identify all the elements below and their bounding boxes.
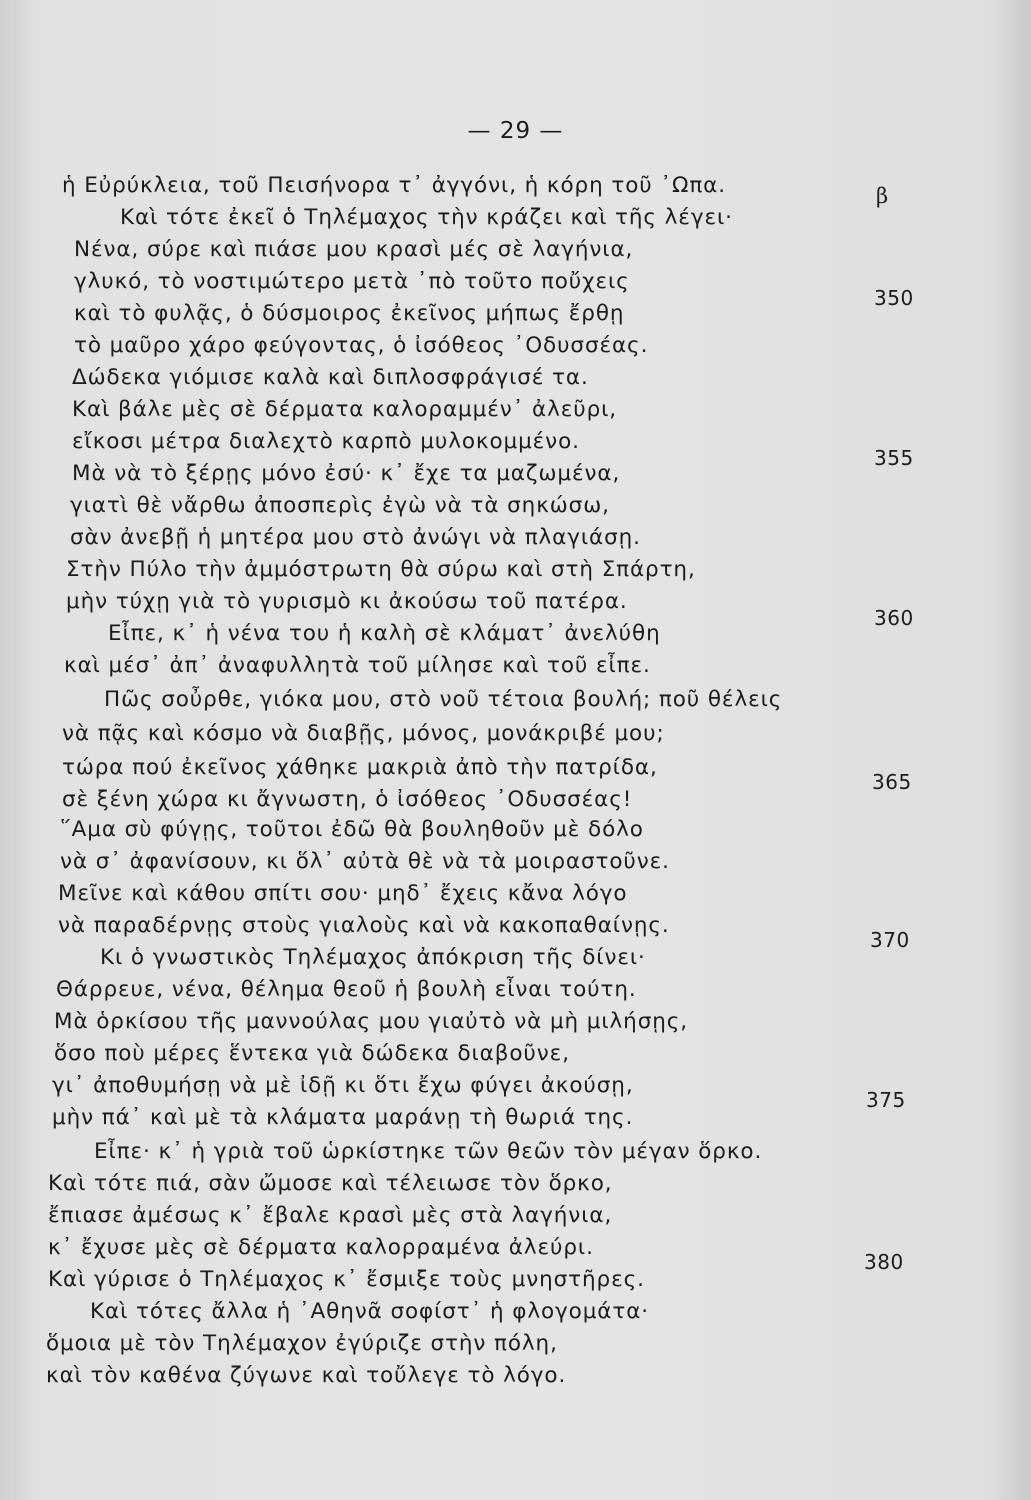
verse-line: Μὰ ὁρκίσου τῆς μαννούλας μου γιαὐτὸ νὰ μὴ μιλήσῃς,	[54, 1009, 689, 1034]
verse-line: νὰ πᾷς καὶ κόσμο νὰ διαβῇς, μόνος, μονάκριβέ μου;	[62, 721, 665, 746]
verse-line: μὴν τύχῃ γιὰ τὸ γυρισμὸ κι ἀκούσω τοῦ πατέρα.	[66, 589, 628, 614]
verse-line: Μεῖνε καὶ κάθου σπίτι σου· μηδ᾿ ἔχεις κἄνα λόγο	[58, 881, 628, 906]
line-number: 370	[870, 928, 910, 952]
line-number: 375	[866, 1088, 906, 1112]
line-number: 365	[872, 770, 912, 794]
verse-line: γλυκό, τὸ νοστιμώτερο μετὰ ᾿πὸ τοῦτο ποὔχεις	[74, 269, 630, 294]
verse-line: ὅμοια μὲ τὸν Τηλέμαχον ἐγύριζε στὴν πόλη,	[46, 1331, 558, 1356]
verse-line: καὶ τὸ φυλᾷς, ὁ δύσμοιρος ἐκεῖνος μήπως ἔρθῃ	[74, 301, 625, 326]
verse-line: Καὶ γύρισε ὁ Τηλέμαχος κ᾿ ἔσμιξε τοὺς μνηστῆρες.	[48, 1267, 645, 1292]
verse-line: καὶ τὸν καθένα ζύγωνε καὶ τοὔλεγε τὸ λόγο.	[46, 1363, 567, 1388]
verse-line: ῞Αμα σὺ φύγῃς, τοῦτοι ἐδῶ θὰ βουληθοῦν μὲ δόλο	[60, 817, 644, 842]
verse-line: γιατὶ θὲ νἄρθω ἀποσπερὶς ἐγὼ νὰ τὰ σηκώσω,	[70, 493, 610, 518]
verse-line: Θάρρευε, νένα, θέλημα θεοῦ ἡ βουλὴ εἶναι τούτη.	[56, 977, 637, 1002]
verse-line: εἴκοσι μέτρα διαλεχτὸ καρπὸ μυλοκομμένο.	[72, 429, 580, 454]
verse-line: Καὶ τότες ἄλλα ἡ ᾿Αθηνᾶ σοφίστ᾿ ἡ φλογομάτα·	[90, 1299, 650, 1324]
verse-line: σὲ ξένη χώρα κι ἄγνωστη, ὁ ἰσόθεος ᾿Οδυσσέας!	[62, 787, 633, 812]
verse-line: τὸ μαῦρο χάρο φεύγοντας, ὁ ἰσόθεος ᾿Οδυσσέας.	[74, 333, 649, 358]
verse-line: νὰ παραδέρνῃς στοὺς γιαλοὺς καὶ νὰ κακοπαθαίνῃς.	[58, 913, 670, 938]
verse-line: Δώδεκα γιόμισε καλὰ καὶ διπλοσφράγισέ τα.	[72, 365, 589, 390]
verse-line: Εἶπε· κ᾿ ἡ γριὰ τοῦ ὡρκίστηκε τῶν θεῶν τὸν μέγαν ὅρκο.	[94, 1139, 763, 1164]
verse-line: νὰ σ᾿ ἀφανίσουν, κι ὅλ᾿ αὐτὰ θὲ νὰ τὰ μοιραστοῦνε.	[60, 849, 670, 874]
verse-line: Πῶς σοὖρθε, γιόκα μου, στὸ νοῦ τέτοια βουλή; ποῦ θέλεις	[104, 687, 783, 712]
line-number: 355	[874, 446, 914, 470]
verse-line: σὰν ἀνεβῇ ἡ μητέρα μου στὸ ἀνώγι νὰ πλαγιάσῃ.	[70, 525, 641, 550]
book-mark: β	[876, 184, 889, 208]
verse-line: Στὴν Πύλο τὴν ἀμμόστρωτη θὰ σύρω καὶ στὴ Σπάρτη,	[66, 557, 696, 582]
verse-line: Καὶ τότε ἐκεῖ ὁ Τηλέμαχος τὴν κράζει καὶ τῆς λέγει·	[120, 205, 733, 230]
verse-line: Εἶπε, κ᾿ ἡ νένα του ἡ καλὴ σὲ κλάματ᾿ ἀνελύθη	[108, 621, 661, 646]
verse-line: ἔπιασε ἀμέσως κ᾿ ἔβαλε κρασὶ μὲς στὰ λαγήνια,	[48, 1203, 613, 1228]
verse-line: Κι ὁ γνωστικὸς Τηλέμαχος ἀπόκριση τῆς δίνει·	[100, 945, 646, 970]
verse-line: Μὰ νὰ τὸ ξέρῃς μόνο ἐσύ· κ᾿ ἔχε τα μαζωμένα,	[72, 461, 621, 486]
verse-line: καὶ μέσ᾿ ἀπ᾿ ἀναφυλλητὰ τοῦ μίλησε καὶ τοῦ εἶπε.	[64, 653, 651, 678]
verse-line: γι᾿ ἀποθυμήσῃ νὰ μὲ ἰδῇ κι ὅτι ἔχω φύγει ἀκούσῃ,	[52, 1073, 634, 1098]
verse-line: Καὶ τότε πιά, σὰν ὤμοσε καὶ τέλειωσε τὸν ὅρκο,	[48, 1171, 613, 1196]
verse-line: κ᾿ ἔχυσε μὲς σὲ δέρματα καλορραμένα ἀλεύρι.	[48, 1235, 594, 1260]
line-number: 380	[864, 1250, 904, 1274]
verse-line: μὴν πά᾿ καὶ μὲ τὰ κλάματα μαράνῃ τὴ θωριά της.	[52, 1105, 634, 1130]
verse-line: τώρα πού ἐκεῖνος χάθηκε μακριὰ ἀπὸ τὴν πατρίδα,	[62, 755, 658, 780]
verse-line: Νένα, σύρε καὶ πιάσε μου κρασὶ μές σὲ λαγήνια,	[74, 237, 634, 262]
line-number: 360	[874, 606, 914, 630]
verse-line: Καὶ βάλε μὲς σὲ δέρματα καλοραμμέν᾿ ἀλεῦρι,	[72, 397, 618, 422]
page-number: — 29 —	[467, 118, 564, 144]
line-number: 350	[874, 286, 914, 310]
verse-line: ὅσο ποὺ μέρες ἕντεκα γιὰ δώδεκα διαβοῦνε,	[54, 1041, 570, 1066]
verse-line: ἡ Εὐρύκλεια, τοῦ Πεισήνορα τ᾿ ἀγγόνι, ἡ κόρη τοῦ ᾿Ωπα.	[62, 173, 726, 198]
